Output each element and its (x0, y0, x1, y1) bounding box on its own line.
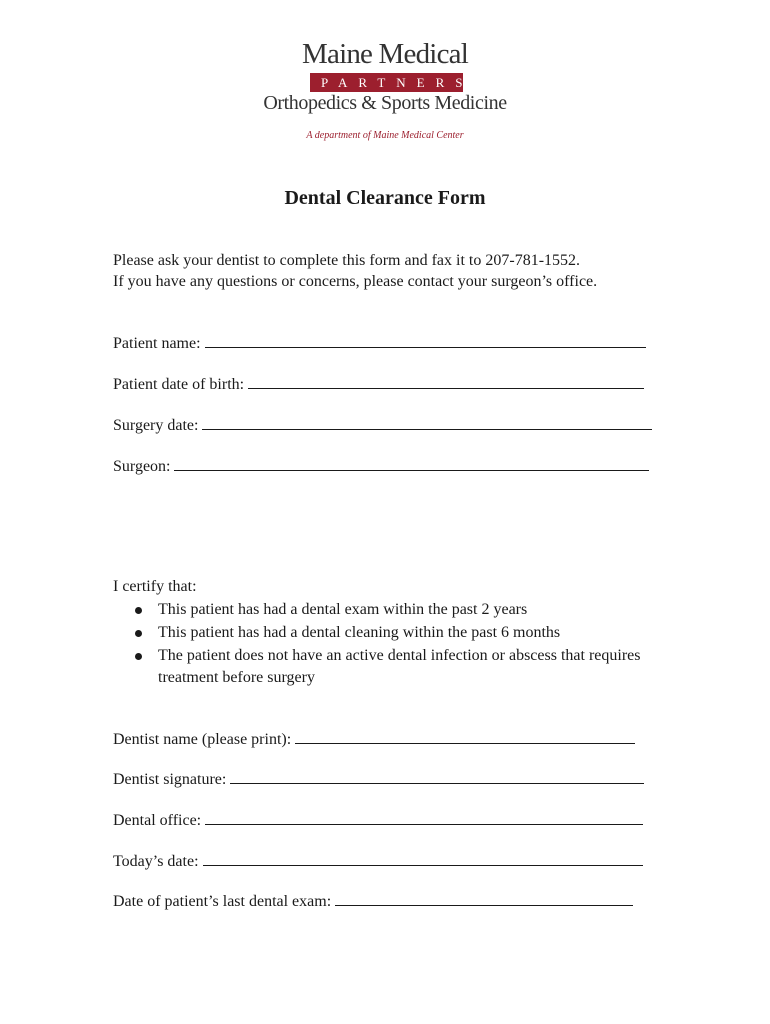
surgeon-line[interactable] (174, 454, 649, 471)
patient-name-line[interactable] (205, 331, 646, 348)
patient-dob-line[interactable] (248, 372, 644, 389)
surgeon-field[interactable] (113, 454, 649, 478)
certify-list (113, 599, 678, 690)
dentist-signature-field[interactable] (113, 767, 644, 791)
list-item (113, 645, 678, 689)
surgery-date-label: Surgery date: (113, 417, 199, 434)
certify-heading: I certify that: (113, 578, 197, 595)
logo-name: Maine Medical (302, 38, 468, 70)
surgeon-label: Surgeon: (113, 458, 171, 475)
dental-office-line[interactable] (205, 808, 643, 825)
certify-item-text: This patient has had a dental cleaning within the past 6 months (158, 624, 561, 641)
dentist-name-line[interactable] (295, 727, 635, 744)
last-exam-date-field[interactable] (113, 889, 633, 913)
logo-partners-band: PARTNERS (310, 73, 463, 92)
bullet-icon (135, 653, 142, 660)
logo-subtitle: Orthopedics & Sports Medicine (263, 92, 507, 114)
bullet-icon (135, 607, 142, 614)
patient-dob-field[interactable] (113, 372, 644, 396)
logo-department: A department of Maine Medical Center (306, 130, 464, 141)
list-item (113, 599, 678, 621)
patient-name-field[interactable] (113, 331, 646, 355)
form-title: Dental Clearance Form (284, 187, 486, 209)
dentist-name-field[interactable] (113, 727, 635, 751)
last-exam-date-label: Date of patient’s last dental exam: (113, 893, 332, 910)
patient-dob-label: Patient date of birth: (113, 376, 245, 393)
dental-office-field[interactable] (113, 808, 643, 832)
patient-name-label: Patient name: (113, 335, 201, 352)
surgery-date-line[interactable] (202, 413, 652, 430)
instruction-line-2: If you have any questions or concerns, please contact your surgeon’s office. (113, 273, 598, 290)
todays-date-label: Today’s date: (113, 853, 199, 870)
todays-date-field[interactable] (113, 849, 643, 873)
dentist-signature-label: Dentist signature: (113, 771, 227, 788)
list-item (113, 622, 678, 644)
dental-office-label: Dental office: (113, 812, 202, 829)
dentist-name-label: Dentist name (please print): (113, 731, 292, 748)
todays-date-line[interactable] (203, 849, 643, 866)
last-exam-date-line[interactable] (335, 889, 633, 906)
dentist-signature-line[interactable] (230, 767, 644, 784)
instruction-line-1: Please ask your dentist to complete this form and fax it to 207-781-1552. (113, 252, 581, 269)
certify-item-text: The patient does not have an active dental infection or abscess that requires treatment before surgery (158, 647, 641, 686)
certify-item-text: This patient has had a dental exam within the past 2 years (158, 601, 528, 618)
surgery-date-field[interactable] (113, 413, 652, 437)
bullet-icon (135, 630, 142, 637)
